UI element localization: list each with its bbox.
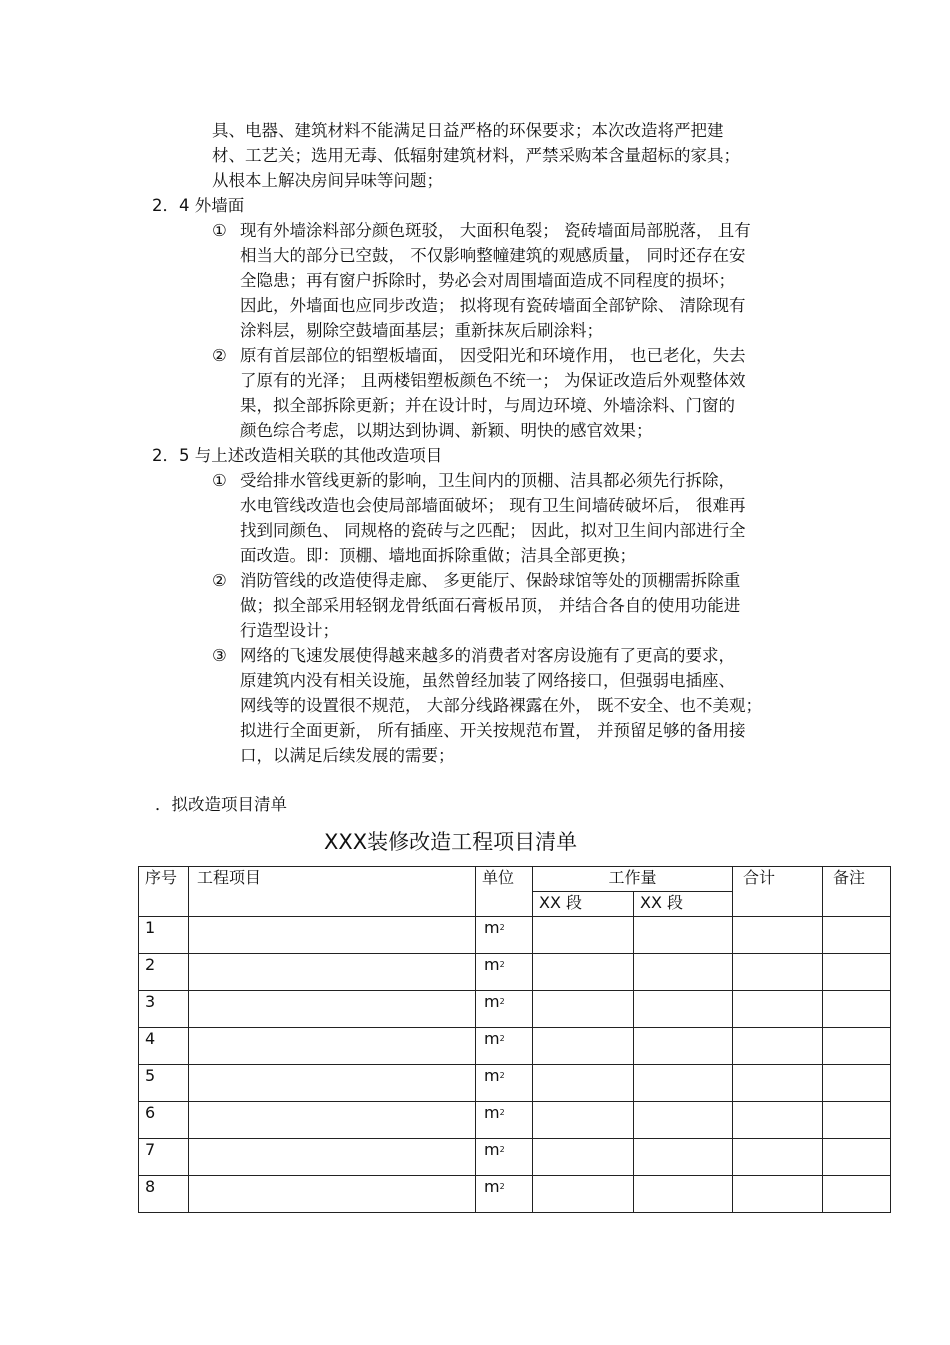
table-row [139, 1028, 891, 1065]
table-row [139, 991, 891, 1028]
table-title: XXX装修改造工程项目清单 [324, 830, 578, 854]
unit-base: m [484, 1140, 500, 1159]
row-total [733, 954, 823, 991]
paragraph-line: 网络的飞速发展使得越来越多的消费者对客房设施有了更高的要求， [240, 646, 735, 665]
unit-exponent: 2 [499, 997, 505, 1006]
unit-exponent: 2 [499, 960, 505, 969]
row-sub-2 [634, 1065, 733, 1102]
unit-exponent: 2 [499, 1182, 505, 1191]
row-sub-1 [533, 1176, 634, 1213]
paragraph-line: 找到同颜色、 同规格的瓷砖与之匹配； 因此，拟对卫生间内部进行全 [240, 521, 746, 540]
row-sub-2 [634, 1139, 733, 1176]
paragraph-line: 因此，外墙面也应同步改造； 拟将现有瓷砖墙面全部铲除、 清除现有 [240, 296, 746, 315]
row-remark [823, 917, 891, 954]
unit-exponent: 2 [499, 1145, 505, 1154]
unit-base: m [484, 955, 500, 974]
project-list-table [138, 866, 891, 1213]
item-marker: ① [212, 221, 227, 240]
paragraph-line: 水电管线改造也会使局部墙面破坏； 现有卫生间墙砖破坏后， 很难再 [240, 496, 746, 515]
unit-base: m [484, 1103, 500, 1122]
row-sub-2 [634, 917, 733, 954]
row-project [189, 1028, 476, 1065]
item-marker: ③ [212, 646, 227, 665]
row-project [189, 1139, 476, 1176]
row-sub-1 [533, 917, 634, 954]
row-sub-2 [634, 1176, 733, 1213]
unit-base: m [484, 1066, 500, 1085]
paragraph-line: 原有首层部位的铝塑板墙面， 因受阳光和环境作用， 也已老化，失去 [240, 346, 746, 365]
paragraph-line: 相当大的部分已空鼓， 不仅影响整幢建筑的观感质量， 同时还存在安 [240, 246, 746, 265]
row-sub-1 [533, 1139, 634, 1176]
row-sub-2 [634, 991, 733, 1028]
section-heading-2-4: 2．4 外墙面 [152, 196, 245, 215]
paragraph-line: 原建筑内没有相关设施，虽然曾经加装了网络接口，但强弱电插座、 [240, 671, 735, 690]
row-total [733, 1176, 823, 1213]
header-workload: 工作量 [533, 867, 733, 892]
row-sub-1 [533, 954, 634, 991]
paragraph-line: 面改造。即：顶棚、墙地面拆除重做；洁具全部更换； [240, 546, 636, 565]
paragraph-line: 消防管线的改造使得走廊、 多更能厅、保龄球馆等处的顶棚需拆除重 [240, 571, 741, 590]
header-total [733, 867, 823, 917]
row-unit [476, 991, 533, 1028]
row-unit [476, 954, 533, 991]
row-sub-2 [634, 1102, 733, 1139]
unit-base: m [484, 992, 500, 1011]
header-remark [823, 867, 891, 917]
unit-base: m [484, 918, 500, 937]
unit-exponent: 2 [499, 1071, 505, 1080]
row-unit [476, 917, 533, 954]
row-total [733, 1028, 823, 1065]
header-seq: 序号 [139, 867, 189, 917]
row-seq: 2 [139, 954, 189, 991]
paragraph-line: 做；拟全部采用轻钢龙骨纸面石膏板吊顶， 并结合各自的使用功能进 [240, 596, 741, 615]
item-marker: ② [212, 571, 227, 590]
row-remark [823, 1176, 891, 1213]
row-seq: 8 [139, 1176, 189, 1213]
row-seq: 7 [139, 1139, 189, 1176]
unit-exponent: 2 [499, 923, 505, 932]
section-heading-3: ．拟改造项目清单 [155, 795, 287, 814]
unit-base: m [484, 1177, 500, 1196]
unit-exponent: 2 [499, 1108, 505, 1117]
row-seq: 4 [139, 1028, 189, 1065]
row-sub-2 [634, 1028, 733, 1065]
row-seq: 1 [139, 917, 189, 954]
paragraph-line: 受给排水管线更新的影响，卫生间内的顶棚、洁具都必须先行拆除， [240, 471, 735, 490]
row-project [189, 954, 476, 991]
row-unit [476, 1102, 533, 1139]
header-remark-label: 备注 [833, 868, 866, 887]
row-total [733, 991, 823, 1028]
paragraph-line: 颜色综合考虑，以期达到协调、新颖、明快的感官效果； [240, 421, 653, 440]
row-total [733, 917, 823, 954]
row-unit [476, 1176, 533, 1213]
row-sub-1 [533, 1102, 634, 1139]
unit-base: m [484, 1029, 500, 1048]
row-remark [823, 991, 891, 1028]
header-project [189, 867, 476, 917]
row-project [189, 991, 476, 1028]
intro-line-3: 从根本上解决房间异味等问题； [212, 171, 443, 190]
table-row [139, 1176, 891, 1213]
row-unit [476, 1065, 533, 1102]
row-seq: 3 [139, 991, 189, 1028]
row-project [189, 1102, 476, 1139]
table-row [139, 954, 891, 991]
row-seq: 6 [139, 1102, 189, 1139]
table-row [139, 917, 891, 954]
paragraph-line: 果，拟全部拆除更新；并在设计时，与周边环境、外墙涂料、门窗的 [240, 396, 735, 415]
row-unit [476, 1139, 533, 1176]
table-row [139, 1139, 891, 1176]
row-remark [823, 1065, 891, 1102]
section-heading-2-5: 2．5 与上述改造相关联的其他改造项目 [152, 446, 443, 465]
paragraph-line: 现有外墙涂料部分颜色斑驳， 大面积龟裂； 瓷砖墙面局部脱落， 且有 [240, 221, 751, 240]
intro-line-1: 具、电器、建筑材料不能满足日益严格的环保要求；本次改造将严把建 [212, 121, 724, 140]
row-project [189, 917, 476, 954]
header-sub-2: XX 段 [634, 892, 733, 917]
header-project-label: 工程项目 [197, 868, 262, 887]
row-remark [823, 954, 891, 991]
paragraph-line: 口，以满足后续发展的需要； [240, 746, 455, 765]
row-total [733, 1102, 823, 1139]
item-marker: ① [212, 471, 227, 490]
table-row [139, 1102, 891, 1139]
row-sub-1 [533, 1065, 634, 1102]
row-sub-1 [533, 1028, 634, 1065]
row-sub-2 [634, 954, 733, 991]
header-total-label: 合计 [743, 868, 776, 887]
row-seq: 5 [139, 1065, 189, 1102]
row-remark [823, 1139, 891, 1176]
row-total [733, 1065, 823, 1102]
row-project [189, 1176, 476, 1213]
row-remark [823, 1102, 891, 1139]
paragraph-line: 拟进行全面更新， 所有插座、开关按规范布置， 并预留足够的备用接 [240, 721, 746, 740]
row-remark [823, 1028, 891, 1065]
paragraph-line: 全隐患；再有窗户拆除时，势必会对周围墙面造成不同程度的损坏； [240, 271, 735, 290]
table-row [139, 1065, 891, 1102]
unit-exponent: 2 [499, 1034, 505, 1043]
header-sub-1: XX 段 [533, 892, 634, 917]
row-sub-1 [533, 991, 634, 1028]
paragraph-line: 网线等的设置很不规范， 大部分线路裸露在外， 既不安全、也不美观； [240, 696, 762, 715]
row-project [189, 1065, 476, 1102]
header-unit: 单位 [476, 867, 533, 917]
row-total [733, 1139, 823, 1176]
paragraph-line: 涂料层，剔除空鼓墙面基层；重新抹灰后刷涂料； [240, 321, 603, 340]
intro-line-2: 材、工艺关；选用无毒、低辐射建筑材料，严禁采购苯含量超标的家具； [212, 146, 740, 165]
row-unit [476, 1028, 533, 1065]
paragraph-line: 了原有的光泽； 且两楼铝塑板颜色不统一； 为保证改造后外观整体效 [240, 371, 746, 390]
item-marker: ② [212, 346, 227, 365]
paragraph-line: 行造型设计； [240, 621, 339, 640]
